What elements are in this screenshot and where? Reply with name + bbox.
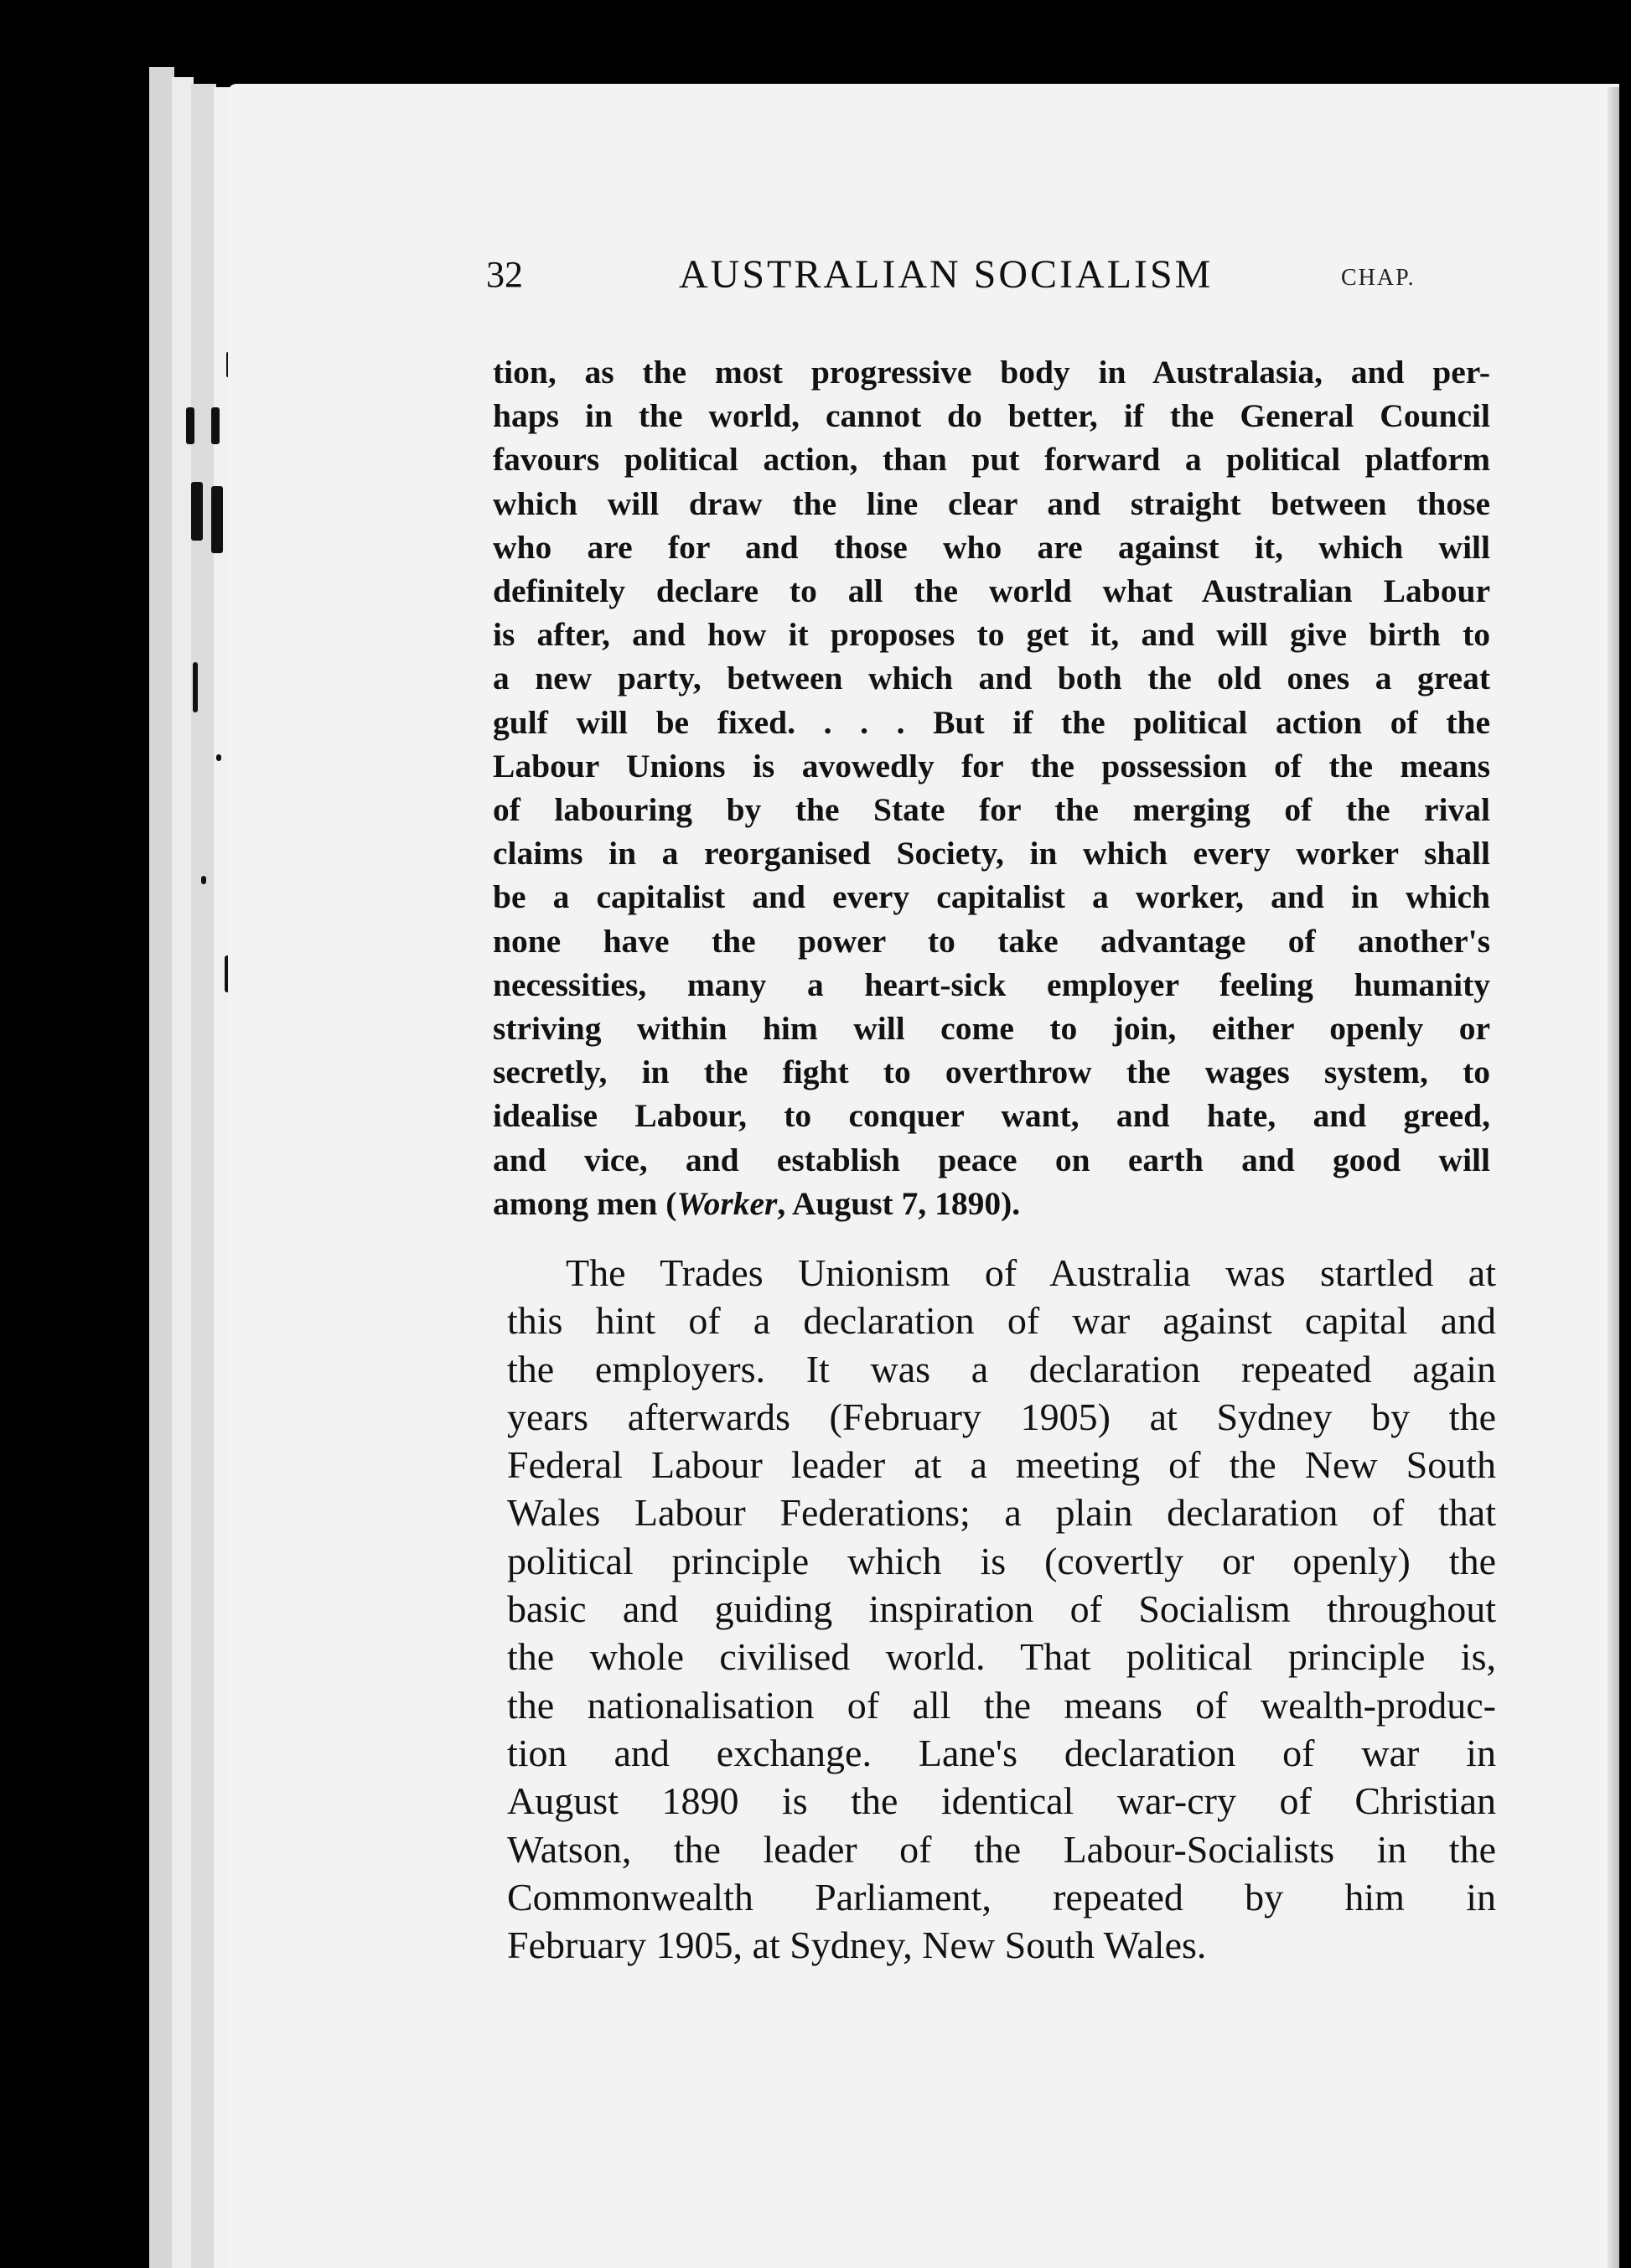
quotation-line: secretly, in the fight to overthrow the wages system, to [493, 1054, 1490, 1091]
binding-mark [191, 482, 203, 541]
quotation-line: haps in the world, cannot do better, if the General Council [493, 397, 1490, 435]
body-paragraph [507, 1249, 1496, 1969]
chapter-label: CHAP. [1341, 265, 1416, 291]
paragraph-line: Wales Labour Federations; a plain declaration of that [507, 1491, 1496, 1535]
quotation-line: is after, and how it proposes to get it, and will give birth to [493, 616, 1490, 654]
binding-mark [216, 754, 221, 761]
quotation-line: none have the power to take advantage of another's [493, 922, 1490, 960]
paragraph-line: The Trades Unionism of Australia was startled at [566, 1251, 1496, 1294]
source-title: Worker [676, 1184, 778, 1222]
binding-mark [211, 486, 223, 553]
paragraph-line: this hint of a declaration of war against capital and [507, 1299, 1496, 1343]
paragraph-line: the whole civilised world. That political principle is, [507, 1635, 1496, 1679]
binding-mark [201, 876, 206, 884]
page-shadow [1608, 87, 1619, 2268]
paragraph-line: Watson, the leader of the Labour-Socialists in the [507, 1827, 1496, 1871]
paragraph-line: February 1905, at Sydney, New South Wales. [507, 1924, 1207, 1967]
quotation-line: necessities, many a heart-sick employer feeling humanity [493, 966, 1490, 1003]
paragraph-line: basic and guiding inspiration of Socialism throughout [507, 1587, 1496, 1631]
paragraph-line: tion and exchange. Lane's declaration of war in [507, 1731, 1496, 1774]
binding-mark [193, 662, 198, 712]
quotation-line: a new party, between which and both the old ones a great [493, 660, 1490, 697]
paragraph-line: the nationalisation of all the means of wealth-produc- [507, 1683, 1496, 1727]
binding-mark [211, 407, 220, 444]
running-head [486, 251, 1492, 310]
quotation-line: of labouring by the State for the merging of the rival [493, 791, 1490, 829]
binding-mark [186, 407, 194, 444]
paragraph-line: political principle which is (covertly or openly) the [507, 1539, 1496, 1582]
quotation-line: be a capitalist and every capitalist a worker, and in which [493, 878, 1490, 916]
quotation-line: definitely declare to all the world what Australian Labour [493, 572, 1490, 610]
quotation-line: Labour Unions is avowedly for the possession of the means [493, 747, 1490, 784]
quotation-line: striving within him will come to join, either openly or [493, 1010, 1490, 1048]
page-number: 32 [486, 254, 523, 295]
quotation-line: gulf will be fixed. . . . But if the political action of the [493, 703, 1490, 741]
quotation-line: favours political action, than put forward a political platform [493, 441, 1490, 479]
running-title: AUSTRALIAN SOCIALISM [679, 252, 1214, 297]
paragraph-line: Federal Labour leader at a meeting of the New South [507, 1443, 1496, 1487]
quotation-line: idealise Labour, to conquer want, and hate, and greed, [493, 1097, 1490, 1135]
paragraph-line: years afterwards (February 1905) at Sydney by the [507, 1395, 1496, 1438]
quotation-line: tion, as the most progressive body in Australasia, and per- [493, 354, 1490, 391]
quotation-block [493, 350, 1490, 1225]
page-edge [149, 67, 174, 2268]
quotation-line: and vice, and establish peace on earth and good will [493, 1141, 1490, 1178]
paragraph-line: the employers. It was a declaration repeated again [507, 1347, 1496, 1390]
quotation-line: claims in a reorganised Society, in which every worker shall [493, 835, 1490, 873]
quotation-last-line: among men (Worker, August 7, 1890). [493, 1184, 1021, 1222]
paragraph-line: August 1890 is the identical war-cry of Christian [507, 1779, 1496, 1823]
quotation-line: which will draw the line clear and straight between those [493, 484, 1490, 522]
quotation-line: who are for and those who are against it, which will [493, 528, 1490, 566]
paragraph-line: Commonwealth Parliament, repeated by him in [507, 1875, 1496, 1918]
